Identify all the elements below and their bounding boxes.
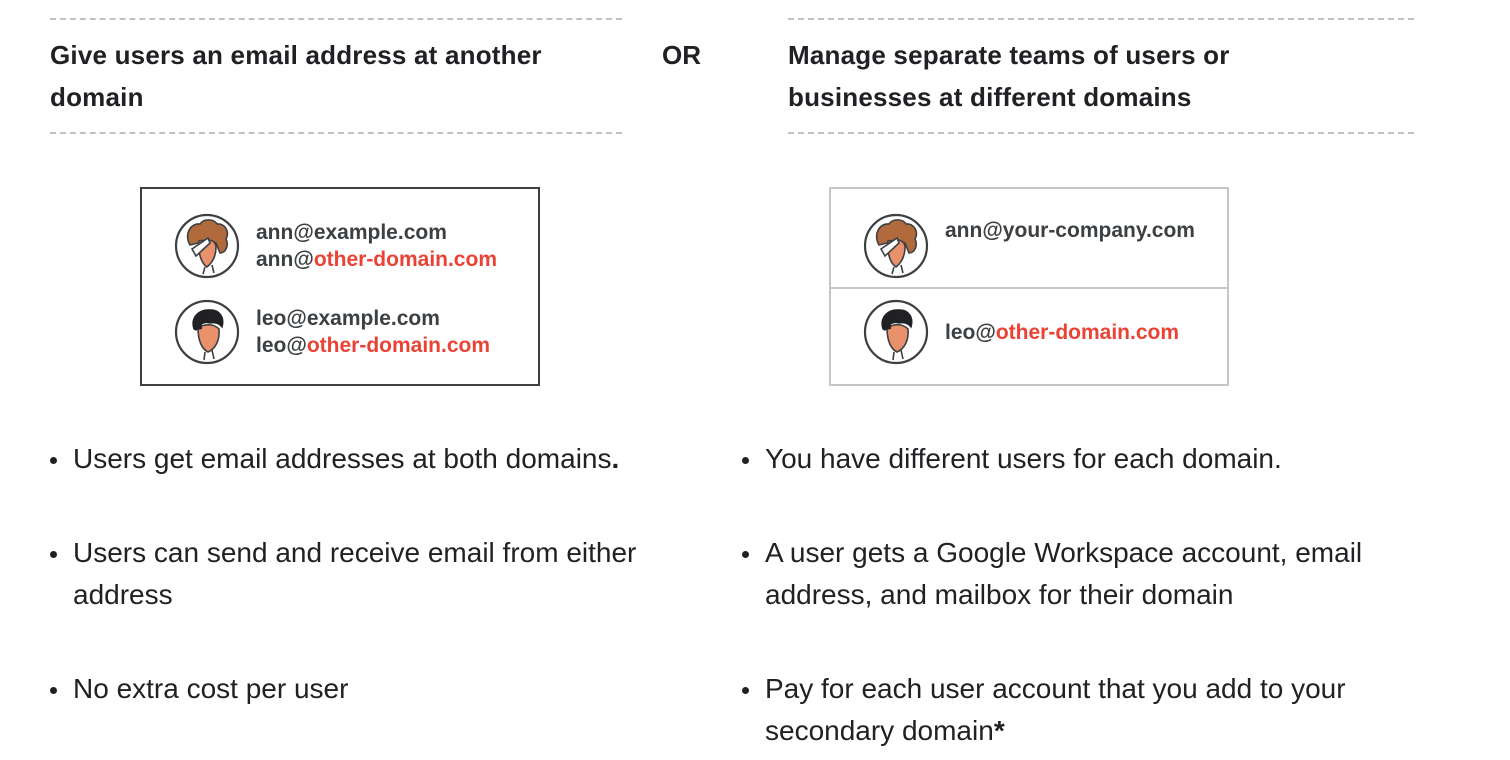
list-item: You have different users for each domain. <box>765 438 1405 480</box>
secondary-email: leo@other-domain.com <box>945 320 1180 344</box>
woman-curly-hair-avatar-icon <box>863 213 929 279</box>
secondary-email: leo@other-domain.com <box>256 334 491 357</box>
left-bottom-divider <box>50 132 622 134</box>
man-dark-hair-avatar-icon <box>863 299 929 365</box>
user-emails <box>256 305 490 359</box>
alias-domain-card <box>140 187 540 386</box>
user-row-ann <box>863 213 1195 279</box>
user-row-leo <box>863 299 1179 365</box>
list-item: Pay for each user account that you add to your secondary domain* <box>765 668 1405 752</box>
bullet-dot <box>742 687 749 694</box>
user-emails <box>945 217 1195 244</box>
right-bottom-divider <box>788 132 1414 134</box>
woman-curly-hair-avatar-icon <box>174 213 240 279</box>
user-row-leo <box>174 299 490 365</box>
primary-email: ann@your-company.com <box>945 218 1195 242</box>
user-emails <box>945 319 1179 346</box>
list-item: Users can send and receive email from either address <box>73 532 663 616</box>
bullet-dot <box>50 457 57 464</box>
primary-email: ann@example.com <box>256 221 447 244</box>
man-dark-hair-avatar-icon <box>174 299 240 365</box>
bullet-dot <box>742 457 749 464</box>
or-separator: OR <box>662 40 701 70</box>
card-row-divider <box>831 287 1227 289</box>
list-item: Users get email addresses at both domains. <box>73 438 663 480</box>
bullet-dot <box>742 551 749 558</box>
right-top-divider <box>788 18 1414 20</box>
left-heading: Give users an email address at another domain <box>50 40 542 112</box>
user-row-ann <box>174 213 497 279</box>
user-emails <box>256 219 497 273</box>
secondary-domain-card <box>829 187 1229 386</box>
secondary-email: ann@other-domain.com <box>256 248 497 271</box>
list-item: A user gets a Google Workspace account, email address, and mailbox for their domain <box>765 532 1405 616</box>
bullet-dot <box>50 687 57 694</box>
left-top-divider <box>50 18 622 20</box>
list-item: No extra cost per user <box>73 668 663 710</box>
right-heading: Manage separate teams of users or businesses at different domains <box>788 40 1230 112</box>
bullet-dot <box>50 551 57 558</box>
primary-email: leo@example.com <box>256 307 440 330</box>
